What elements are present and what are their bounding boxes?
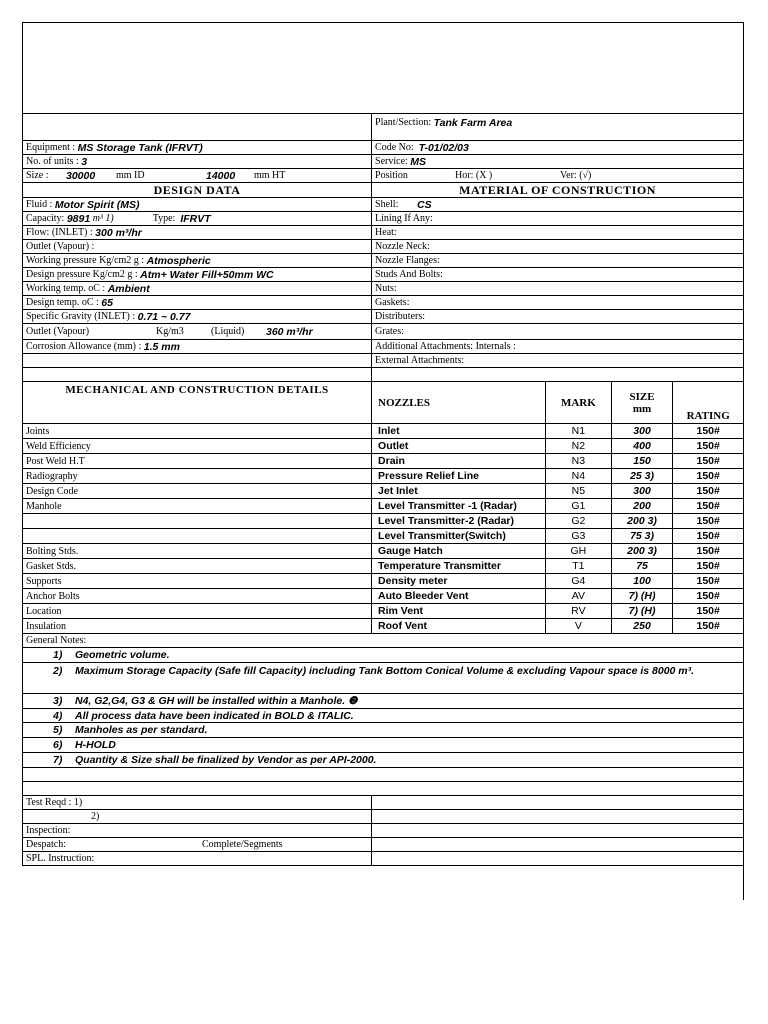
nozzle-name: Density meter: [378, 575, 448, 587]
nozzle-name: Outlet: [378, 440, 409, 452]
nozzle-name: Level Transmitter-2 (Radar): [378, 515, 515, 527]
nozzle-row: [22, 498, 744, 513]
nozzle-row: [22, 558, 744, 573]
capacity-value: 9891: [66, 212, 91, 225]
mech-detail-label: Weld Efficiency: [26, 440, 91, 452]
general-notes-label: General Notes:: [26, 635, 87, 646]
nozzle-rating: 150#: [672, 574, 743, 588]
design-data-title: DESIGN DATA: [153, 183, 241, 197]
size-header-label: SIZE: [629, 390, 655, 403]
nozzle-mark: N2: [545, 439, 611, 453]
heat: [371, 226, 743, 239]
design-temp: [23, 296, 371, 309]
mech-detail-label: [23, 529, 371, 543]
blank-cell: [371, 838, 743, 851]
note-text: Geometric volume.: [75, 649, 170, 661]
nozzle-size: 300: [611, 484, 673, 498]
note-3: [23, 694, 743, 708]
nozzle-cells: [371, 514, 743, 528]
nozzle-cells: [371, 424, 743, 438]
note-text: Manholes as per standard.: [75, 724, 208, 736]
nozzle-rating: 150#: [672, 424, 743, 438]
nozzle-table: [22, 423, 744, 633]
plant-section-value: Tank Farm Area: [433, 117, 513, 129]
service: [371, 155, 743, 168]
nozzle-name: Rim Vent: [378, 605, 423, 617]
size-id-unit: mm ID: [116, 170, 145, 181]
nuts: [371, 282, 743, 295]
note-6: [23, 738, 743, 752]
note-text: Quantity & Size shall be finalized by Vendor as per API-2000.: [75, 754, 377, 766]
material-title: MATERIAL OF CONSTRUCTION: [371, 183, 743, 197]
nozzle-mark: N3: [545, 454, 611, 468]
gaskets-label: Gaskets:: [375, 297, 410, 308]
note-1: [23, 648, 743, 662]
equipment: [23, 141, 371, 154]
plant-section: [371, 114, 743, 140]
nozzle-name: Level Transmitter -1 (Radar): [378, 500, 517, 512]
nozzle-row: [22, 603, 744, 618]
rating-header: RATING: [672, 382, 743, 423]
size-header-unit: mm: [632, 402, 652, 415]
corrosion-allowance-label: Corrosion Allowance (mm) :: [26, 341, 142, 352]
nozzle-mark: G3: [545, 529, 611, 543]
flow-value: 300 m³/hr: [95, 226, 142, 239]
blank-cell: [371, 796, 743, 809]
blank-cell: [23, 768, 743, 781]
nozzle-mark: V: [545, 619, 611, 633]
nozzle-row: [22, 543, 744, 558]
nozzle-row: [22, 573, 744, 588]
nozzle-cells: [371, 544, 743, 558]
position-label: Position: [375, 170, 408, 181]
mech-detail-label: Design Code: [26, 485, 78, 497]
code-no: [371, 141, 743, 154]
nozzle-mark: G1: [545, 499, 611, 513]
shell: [371, 198, 743, 211]
size-ht-value: 14000: [206, 169, 236, 182]
fluid-label: Fluid :: [26, 199, 53, 210]
nozzle-size: 200 3): [611, 544, 673, 558]
size-label: Size :: [26, 170, 49, 181]
nozzle-cells: [371, 529, 743, 543]
fluid: [23, 198, 371, 211]
studs-bolts: [371, 268, 743, 281]
nozzle-row: [22, 588, 744, 603]
nozzle-name: Inlet: [378, 425, 400, 437]
distributers-label: Distributers:: [375, 311, 426, 322]
nozzle-cells: [371, 469, 743, 483]
nozzle-rating: 150#: [672, 439, 743, 453]
nozzle-mark: GH: [545, 544, 611, 558]
nozzle-rating: 150#: [672, 559, 743, 573]
nozzle-cells: [371, 454, 743, 468]
capacity-label: Capacity:: [26, 213, 65, 224]
note-number: 3): [53, 695, 63, 707]
equipment-value: MS Storage Tank (IFRVT): [77, 141, 203, 154]
nozzles-header: NOZZLES: [378, 396, 431, 409]
blank-cell: [23, 354, 371, 367]
working-pressure-label: Working pressure Kg/cm2 g :: [26, 255, 145, 266]
nozzle-rating: 150#: [672, 514, 743, 528]
heat-label: Heat:: [375, 227, 397, 238]
despatch-label: Despatch:: [26, 839, 66, 850]
nozzle-mark: G4: [545, 574, 611, 588]
header-blank: [22, 22, 744, 113]
corrosion-allowance-value: 1.5 mm: [143, 340, 180, 353]
mark-header: MARK: [545, 382, 611, 423]
outlet-vapour: [23, 240, 371, 253]
blank-cell: [371, 824, 743, 837]
outlet-vapour-label: Outlet (Vapour) :: [26, 241, 95, 252]
working-pressure-value: Atmospheric: [146, 254, 211, 267]
capacity-unit: m³ 1): [92, 213, 114, 224]
nozzle-mark: G2: [545, 514, 611, 528]
type-label: Type:: [152, 213, 176, 224]
nozzle-size: 7) (H): [611, 604, 673, 618]
nozzle-mark: AV: [545, 589, 611, 603]
nozzle-mark: RV: [545, 604, 611, 618]
blank-cell: [371, 810, 743, 823]
size-id-value: 30000: [66, 169, 96, 182]
nozzle-rating: 150#: [672, 529, 743, 543]
service-value: MS: [410, 155, 427, 168]
blank-cell: [23, 114, 371, 140]
nozzle-cells: [371, 559, 743, 573]
nozzle-cells: [371, 574, 743, 588]
nozzle-neck: [371, 240, 743, 253]
nozzle-row: [22, 513, 744, 528]
note-7: [23, 753, 743, 767]
position: [371, 169, 743, 182]
nozzle-rating: 150#: [672, 484, 743, 498]
note-5: [23, 723, 743, 737]
nozzle-row: [22, 618, 744, 633]
note-number: 5): [53, 724, 63, 736]
design-pressure-value: Atm+ Water Fill+50mm WC: [140, 268, 274, 281]
mech-detail-label: Insulation: [26, 620, 66, 632]
nozzle-row: [22, 423, 744, 438]
mech-detail-label: Gasket Stds.: [26, 560, 76, 572]
nozzle-size: 25 3): [611, 469, 673, 483]
nozzle-rating: 150#: [672, 469, 743, 483]
nozzle-name: Auto Bleeder Vent: [378, 590, 469, 602]
note-text: All process data have been indicated in BOLD & ITALIC.: [75, 709, 354, 722]
nozzle-rating: 150#: [672, 499, 743, 513]
nozzle-mark: N1: [545, 424, 611, 438]
nozzle-size: 75: [611, 559, 673, 573]
test-reqd: Test Reqd : 1): [26, 797, 83, 808]
mech-detail-label: Manhole: [26, 500, 62, 512]
blank-cell: [371, 852, 743, 865]
nozzle-size: 75 3): [611, 529, 673, 543]
nozzle-size: 400: [611, 439, 673, 453]
nozzle-rating: 150#: [672, 544, 743, 558]
nozzle-name: Level Transmitter(Switch): [378, 530, 506, 542]
inspection: Inspection:: [26, 825, 71, 836]
no-of-units-label: No. of units :: [26, 156, 79, 167]
mech-detail-label: Joints: [26, 425, 50, 437]
nozzle-size: 200 3): [611, 514, 673, 528]
lining-label: Lining If Any:: [375, 213, 433, 224]
position-ver: Ver: (√): [560, 170, 592, 181]
nozzle-size: 150: [611, 454, 673, 468]
blank-cell: [23, 368, 371, 381]
nozzle-row: [22, 528, 744, 543]
additional-attachments-label: Additional Attachments: Internals :: [375, 341, 516, 352]
outlet-kg-unit: Kg/m3: [156, 326, 184, 337]
nozzle-size: 300: [611, 424, 673, 438]
mech-detail-label: Bolting Stds.: [26, 545, 79, 557]
design-temp-value: 65: [101, 296, 113, 309]
mech-detail-label: Location: [26, 605, 62, 617]
nozzle-cells: [371, 589, 743, 603]
blank-cell: [23, 782, 743, 795]
design-temp-label: Design temp. oC :: [26, 297, 99, 308]
outlet-liquid-label: (Liquid): [211, 326, 245, 337]
nozzle-name: Jet Inlet: [378, 485, 418, 497]
nozzle-rating: 150#: [672, 454, 743, 468]
gaskets: [371, 296, 743, 309]
code-no-label: Code No:: [375, 142, 414, 153]
nozzle-cells: [371, 604, 743, 618]
size-ht-unit: mm HT: [254, 170, 286, 181]
nozzle-rating: 150#: [672, 619, 743, 633]
fluid-value: Motor Spirit (MS): [54, 198, 140, 211]
nozzle-cells: [371, 619, 743, 633]
distributers: [371, 310, 743, 323]
working-temp-value: Ambient: [107, 282, 150, 295]
nozzle-size: 7) (H): [611, 589, 673, 603]
outlet-liquid-value: 360 m³/hr: [266, 325, 313, 338]
nozzle-cells: [371, 484, 743, 498]
nozzle-size: 250: [611, 619, 673, 633]
despatch-value: Complete/Segments: [202, 839, 283, 850]
blank-cell: [371, 368, 743, 381]
size: [23, 169, 371, 182]
mech-detail-label: Anchor Bolts: [26, 590, 80, 602]
corrosion-allowance: [23, 340, 371, 353]
note-number: 4): [53, 709, 63, 722]
flow-label: Flow: (INLET) :: [26, 227, 93, 238]
note-number: 6): [53, 739, 63, 751]
specific-gravity: [23, 310, 371, 323]
note-text: N4, G2,G4, G3 & GH will be installed within a Manhole. ❷: [75, 695, 358, 707]
specific-gravity-value: 0.71 ~ 0.77: [137, 310, 191, 323]
spl-instruction: SPL. Instruction:: [26, 853, 95, 864]
position-hor: Hor: (X ): [455, 170, 493, 181]
nozzle-size: 200: [611, 499, 673, 513]
equipment-label: Equipment :: [26, 142, 76, 153]
nozzle-row: [22, 453, 744, 468]
note-number: 2): [53, 665, 63, 677]
working-temp: [23, 282, 371, 295]
nozzle-header: [371, 382, 743, 423]
plant-section-label: Plant/Section:: [375, 117, 432, 128]
nozzle-name: Roof Vent: [378, 620, 428, 632]
code-no-value: T-01/02/03: [418, 141, 469, 154]
working-temp-label: Working temp. oC :: [26, 283, 106, 294]
additional-attachments: [371, 340, 743, 353]
nozzle-cells: [371, 439, 743, 453]
type-value: IFRVT: [180, 212, 211, 225]
shell-label: Shell:: [375, 199, 399, 210]
nozzle-mark: T1: [545, 559, 611, 573]
size-header: [611, 382, 673, 423]
note-text: H-HOLD: [75, 739, 116, 751]
design-pressure: [23, 268, 371, 281]
service-label: Service:: [375, 156, 408, 167]
no-of-units-value: 3: [81, 155, 88, 168]
note-number: 7): [53, 754, 63, 766]
specific-gravity-label: Specific Gravity (INLET) :: [26, 311, 136, 322]
nozzle-name: Pressure Relief Line: [378, 470, 480, 482]
note-4: [23, 709, 743, 722]
mech-detail-label: Radiography: [26, 470, 78, 482]
lining: [371, 212, 743, 225]
nozzle-name: Gauge Hatch: [378, 545, 443, 557]
nozzle-mark: N4: [545, 469, 611, 483]
note-number: 1): [53, 649, 63, 661]
shell-value: CS: [417, 198, 432, 211]
nuts-label: Nuts:: [375, 283, 397, 294]
no-of-units: [23, 155, 371, 168]
flow: [23, 226, 371, 239]
nozzle-cells: [371, 499, 743, 513]
test-reqd-2: 2): [91, 811, 100, 822]
note-2: [23, 663, 743, 693]
grates-label: Grates:: [375, 326, 404, 337]
design-pressure-label: Design pressure Kg/cm2 g :: [26, 269, 138, 280]
nozzle-name: Drain: [378, 455, 405, 467]
nozzle-size: 100: [611, 574, 673, 588]
nozzle-flanges: [371, 254, 743, 267]
capacity: [23, 212, 371, 225]
data-sheet: [22, 22, 744, 866]
nozzle-row: [22, 468, 744, 483]
external-attachments-label: External Attachments:: [375, 355, 465, 366]
note-text: Maximum Storage Capacity (Safe fill Capacity) including Tank Bottom Conical Volume & excluding Vapour space is 8000 m³.: [75, 665, 695, 677]
nozzle-flanges-label: Nozzle Flanges:: [375, 255, 440, 266]
nozzle-row: [22, 438, 744, 453]
mech-detail-label: [23, 514, 371, 528]
nozzle-name: Temperature Transmitter: [378, 560, 501, 572]
outlet-label: Outlet (Vapour): [26, 326, 90, 337]
mech-detail-label: Supports: [26, 575, 62, 587]
nozzle-rating: 150#: [672, 604, 743, 618]
working-pressure: [23, 254, 371, 267]
grates: [371, 324, 743, 339]
nozzle-rating: 150#: [672, 589, 743, 603]
mech-detail-label: Post Weld H.T: [26, 455, 85, 467]
studs-bolts-label: Studs And Bolts:: [375, 269, 443, 280]
despatch: [23, 838, 371, 851]
nozzle-mark: N5: [545, 484, 611, 498]
mech-title: MECHANICAL AND CONSTRUCTION DETAILS: [65, 384, 329, 396]
nozzle-row: [22, 483, 744, 498]
margin-line: [743, 812, 744, 900]
outlet-liquid: [23, 324, 371, 339]
nozzle-neck-label: Nozzle Neck:: [375, 241, 430, 252]
external-attachments: [371, 354, 743, 367]
